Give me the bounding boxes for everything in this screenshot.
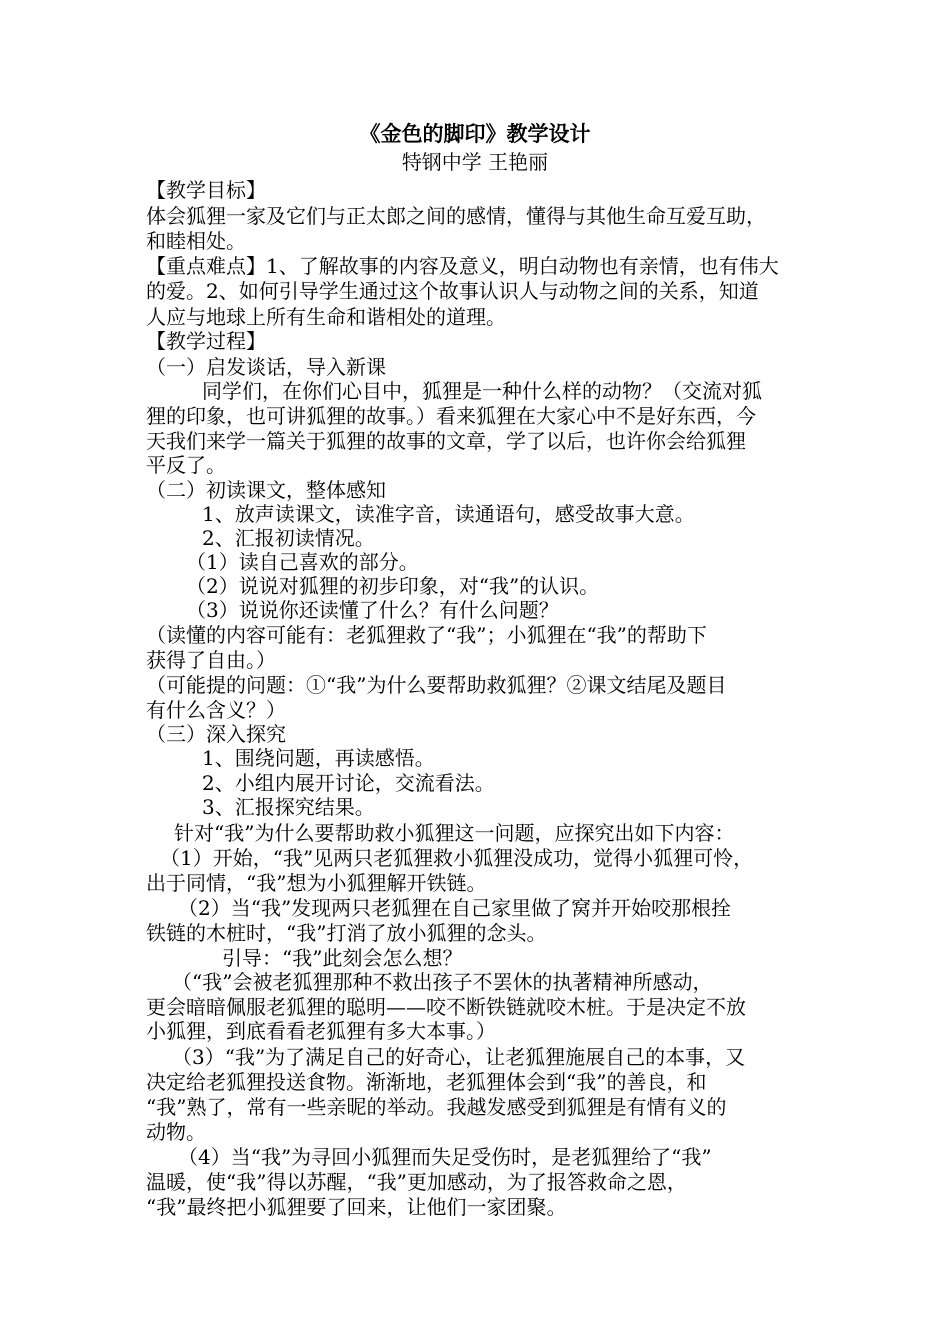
- text-line: 动物。: [146, 1120, 206, 1144]
- text-line: 决定给老狐狸投送食物。渐渐地，老狐狸体会到“我”的善良，和: [146, 1070, 707, 1094]
- text-line: “我”最终把小狐狸要了回来，让他们一家团聚。: [146, 1195, 567, 1219]
- text-line: 体会狐狸一家及它们与正太郎之间的感情，懂得与其他生命互爱互助，: [146, 204, 766, 228]
- text-line: （3）“我”为了满足自己的好奇心，让老狐狸施展自己的本事，又: [172, 1045, 746, 1069]
- text-line: 【重点难点】1、了解故事的内容及意义，明白动物也有亲情，也有伟大: [146, 254, 779, 278]
- section-heading: （三）深入探究: [146, 722, 286, 746]
- heading-process: 【教学过程】: [146, 329, 266, 353]
- text-line: （可能提的问题：①“我”为什么要帮助救狐狸？②课文结尾及题目: [146, 673, 727, 697]
- text-line: 获得了自由。）: [146, 648, 276, 672]
- text-line: （读懂的内容可能有：老狐狸救了“我”；小狐狸在“我”的帮助下: [146, 623, 707, 647]
- section-heading: （二）初读课文，整体感知: [146, 478, 386, 502]
- text-line: 同学们，在你们心目中，狐狸是一种什么样的动物？（交流对狐: [202, 379, 762, 403]
- text-line: （2）当“我”发现两只老狐狸在自己家里做了窝并开始咬那根拴: [178, 896, 732, 920]
- text-line: （4）当“我”为寻回小狐狸而失足受伤时，是老狐狸给了“我”: [178, 1145, 712, 1169]
- text-line: “我”熟了，常有一些亲昵的举动。我越发感受到狐狸是有情有义的: [146, 1095, 727, 1119]
- text-line: 温暖，使“我”得以苏醒，“我”更加感动，为了报答救命之恩，: [146, 1170, 687, 1194]
- document-title: 《金色的脚印》教学设计: [359, 121, 591, 146]
- list-item: （2）说说对狐狸的初步印象，对“我”的认识。: [186, 574, 600, 598]
- text-line: 针对“我”为什么要帮助救小狐狸这一问题，应探究出如下内容：: [174, 821, 735, 845]
- list-item: 2、小组内展开讨论，交流看法。: [202, 771, 495, 795]
- text-line: 更会暗暗佩服老狐狸的聪明——咬不断铁链就咬木桩。于是决定不放: [146, 995, 746, 1019]
- text-line: 天我们来学一篇关于狐狸的故事的文章，学了以后，也许你会给狐狸: [146, 429, 746, 453]
- list-item: 2、汇报初读情况。: [202, 526, 375, 550]
- heading-goals: 【教学目标】: [146, 178, 266, 202]
- section-heading: （一）启发谈话，导入新课: [146, 355, 386, 379]
- text-line: 引导：“我”此刻会怎么想？: [222, 946, 463, 970]
- document-author: 特钢中学 王艳丽: [401, 150, 549, 174]
- text-line: 和睦相处。: [146, 229, 246, 253]
- list-item: （3）说说你还读懂了什么？有什么问题？: [186, 598, 559, 622]
- text-line: 小狐狸，到底看看老狐狸有多大本事。）: [146, 1019, 496, 1043]
- list-item: 3、汇报探究结果。: [202, 795, 375, 819]
- text-line: 有什么含义？）: [146, 698, 286, 722]
- text-line: 人应与地球上所有生命和谐相处的道理。: [146, 305, 506, 329]
- list-item: 1、围绕问题，再读感悟。: [202, 746, 435, 770]
- text-line: 的爱。2、如何引导学生通过这个故事认识人与动物之间的关系，知道: [146, 279, 759, 303]
- text-line: 铁链的木桩时，“我”打消了放小狐狸的念头。: [146, 921, 547, 945]
- list-item: 1、放声读课文，读准字音，读通语句，感受故事大意。: [202, 502, 695, 526]
- list-item: （1）读自己喜欢的部分。: [186, 550, 419, 574]
- text-line: 平反了。: [146, 453, 226, 477]
- text-line: 出于同情，“我”想为小狐狸解开铁链。: [146, 871, 487, 895]
- text-line: 狸的印象，也可讲狐狸的故事。）看来狐狸在大家心中不是好东西，今: [146, 404, 756, 428]
- text-line: （1）开始，“我”见两只老狐狸救小狐狸没成功，觉得小狐狸可怜，: [160, 846, 754, 870]
- text-line: （“我”会被老狐狸那种不救出孩子不罢休的执著精神所感动，: [172, 970, 713, 994]
